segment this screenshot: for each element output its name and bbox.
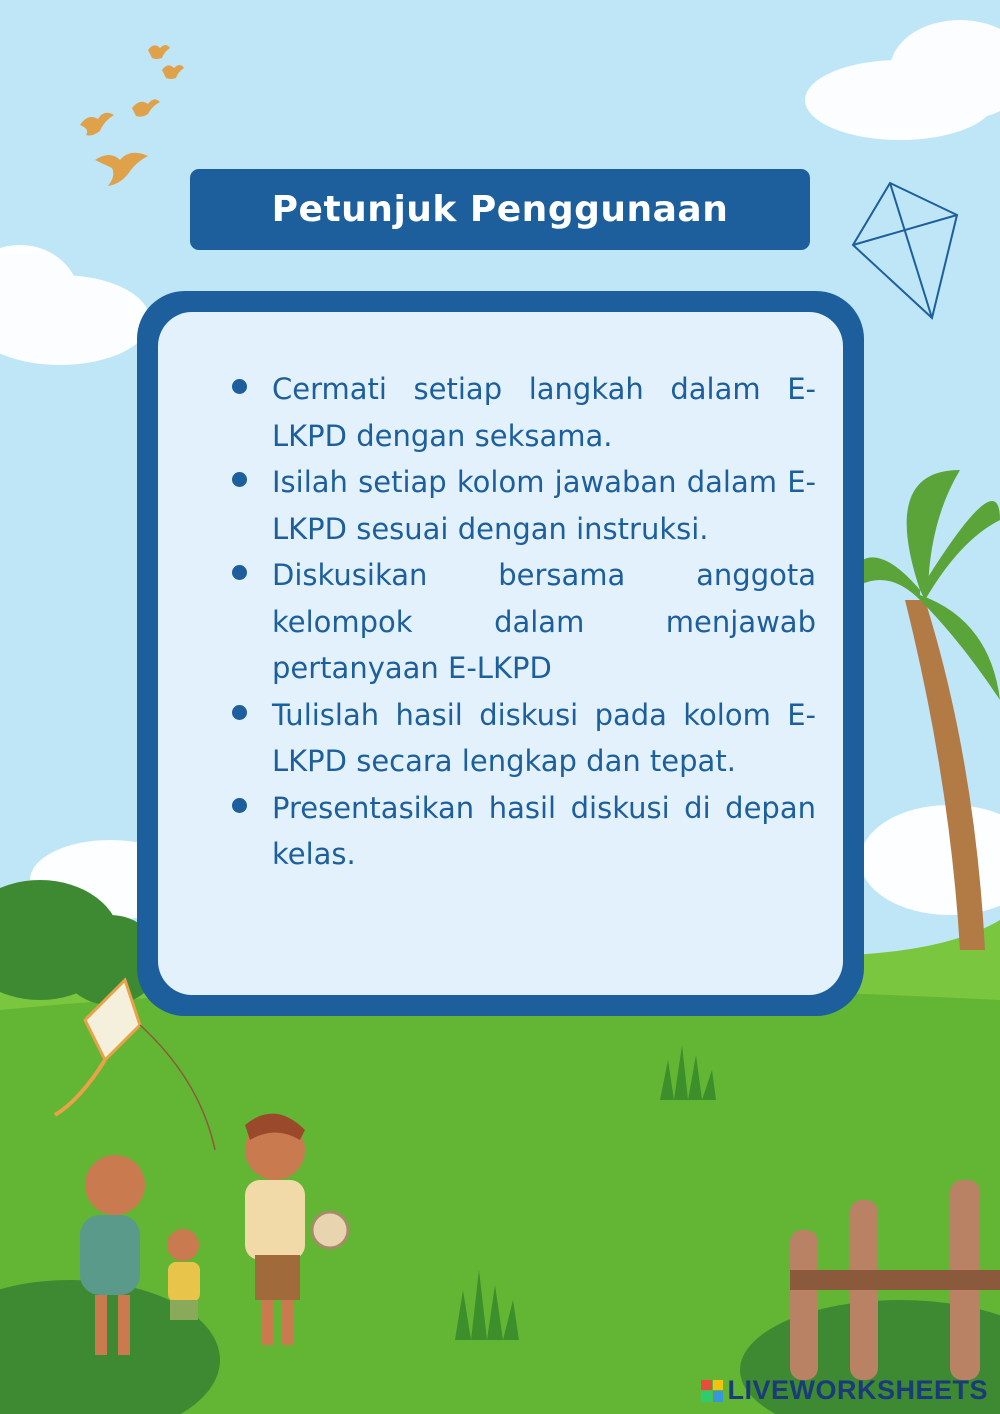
bullet-icon: [232, 705, 247, 720]
bullet-icon: [232, 472, 247, 487]
liveworksheets-watermark[interactable]: [701, 1375, 988, 1406]
instruction-list: [228, 366, 816, 878]
watermark-text: LIVEWORKSHEETS: [727, 1375, 988, 1405]
bullet-icon: [232, 798, 247, 813]
instruction-text: Presentasikan hasil diskusi di depan kelas.: [272, 790, 816, 871]
instruction-text: Cermati setiap langkah dalam E-LKPD dengan seksama.: [272, 372, 816, 453]
bullet-icon: [232, 565, 247, 580]
instruction-text: Tulislah hasil diskusi pada kolom E-LKPD secara lengkap dan tepat.: [272, 697, 816, 778]
list-item: [228, 459, 816, 552]
page-title: Petunjuk Penggunaan: [271, 189, 729, 230]
instruction-text: Isilah setiap kolom jawaban dalam E-LKPD sesuai dengan instruksi.: [272, 465, 816, 546]
liveworksheets-logo-icon: [701, 1380, 723, 1402]
list-item: [228, 785, 816, 878]
list-item: [228, 366, 816, 459]
instruction-text: Diskusikan bersama anggota kelompok dalam menjawab pertanyaan E-LKPD: [272, 558, 816, 685]
list-item: [228, 552, 816, 692]
title-banner: [190, 169, 810, 250]
bullet-icon: [232, 379, 247, 394]
list-item: [228, 692, 816, 785]
